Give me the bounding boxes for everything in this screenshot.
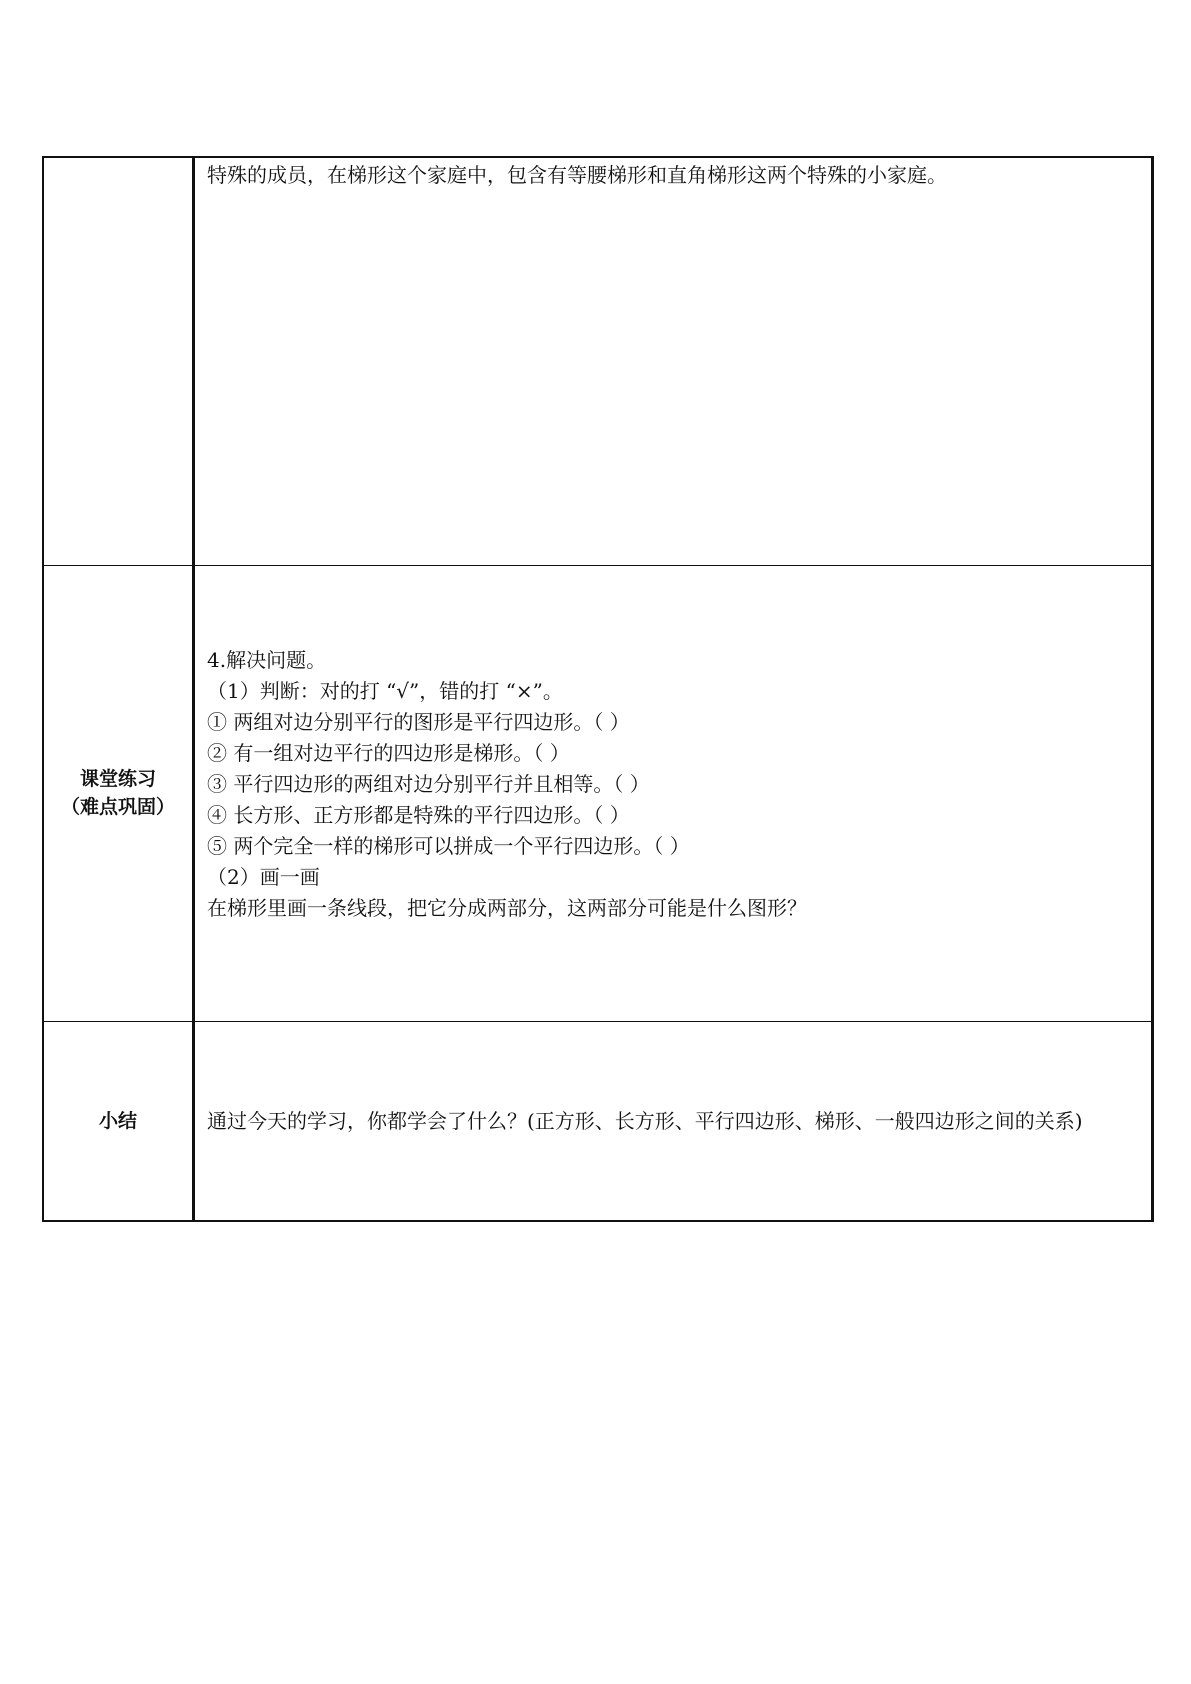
content-line: （1）判断：对的打 “√”，错的打 “×”。 [207, 678, 563, 703]
content-line: ③ 平行四边形的两组对边分别平行并且相等。（ ） [207, 771, 650, 796]
content-line: ④ 长方形、正方形都是特殊的平行四边形。（ ） [207, 802, 630, 827]
content-line: ① 两组对边分别平行的图形是平行四边形。（ ） [207, 709, 630, 734]
content-line: ⑤ 两个完全一样的梯形可以拼成一个平行四边形。（ ） [207, 833, 690, 858]
lesson-plan-table [42, 156, 1154, 1222]
content-line: 在梯形里画一条线段，把它分成两部分，这两部分可能是什么图形？ [207, 895, 807, 920]
row-label-empty [43, 157, 194, 565]
row-label [43, 565, 194, 1021]
table-row [43, 1021, 1153, 1221]
table-row [43, 565, 1153, 1021]
summary-text: 通过今天的学习，你都学会了什么？(正方形、长方形、平行四边形、梯形、一般四边形之间的关系) [207, 1108, 1083, 1133]
content-line: ② 有一组对边平行的四边形是梯形。（ ） [207, 740, 570, 765]
content-line: 特殊的成员，在梯形这个家庭中，包含有等腰梯形和直角梯形这两个特殊的小家庭。 [207, 163, 947, 187]
row-content [194, 1021, 1153, 1221]
row-label-line: （难点巩固） [60, 796, 175, 818]
content-line: 4.解决问题。 [207, 647, 327, 672]
row-label-line: 课堂练习 [79, 768, 156, 790]
row-content [194, 157, 1153, 565]
row-label: 小结 [43, 1021, 194, 1221]
table-row [43, 157, 1153, 565]
row-content [194, 565, 1153, 1021]
content-line: （2）画一画 [207, 864, 320, 889]
